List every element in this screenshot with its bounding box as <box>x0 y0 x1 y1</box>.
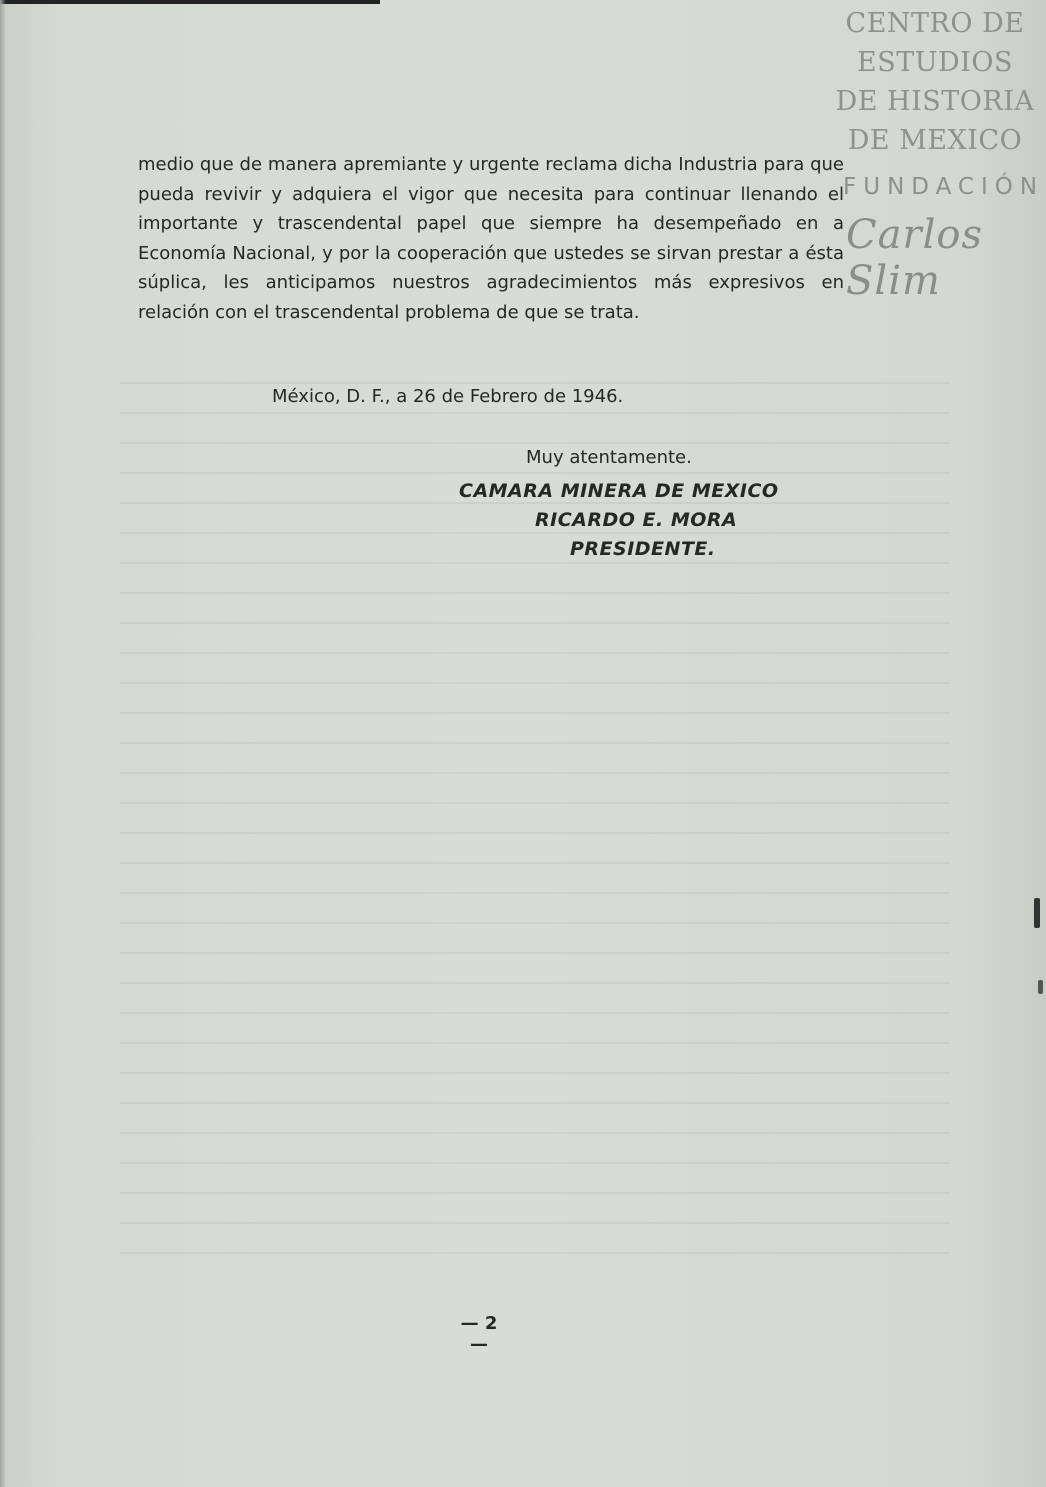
binding-mark-small <box>1038 980 1043 994</box>
letter-date: México, D. F., a 26 de Febrero de 1946. <box>272 386 624 407</box>
scan-edge-left <box>0 0 6 1487</box>
signature-name: RICARDO E. MORA <box>535 509 738 531</box>
page-number: — 2 — <box>460 1313 498 1355</box>
letter-body: medio que de manera apremiante y urgente reclama dicha Industria para que pueda revivir y adquiera el vigor que necesita para continuar llenando el importante y trascendental papel que siempre ha desempeñado en a Economía Nacional, y por la cooperación que ustedes se sirvan prestar a ésta súplica, les anticipamos nuestros agradecimientos más expresivos en relación con el trascendental problema de que se trata. <box>138 154 844 323</box>
archive-watermark <box>828 4 1042 160</box>
signature-title: PRESIDENTE. <box>570 538 716 560</box>
scan-edge-top <box>0 0 380 4</box>
watermark-signature-logo: Carlos Slim <box>846 212 983 304</box>
watermark-line: DE HISTORIA <box>835 86 1035 117</box>
watermark-line: DE MEXICO <box>847 125 1023 156</box>
letter-closing: Muy atentamente. <box>526 447 692 468</box>
signature-organization: CAMARA MINERA DE MEXICO <box>459 480 779 502</box>
watermark-line: ESTUDIOS <box>857 47 1013 78</box>
binding-mark <box>1034 898 1040 928</box>
watermark-fundacion: FUNDACIÓN <box>843 174 1045 200</box>
watermark-line: CENTRO DE <box>845 8 1025 39</box>
